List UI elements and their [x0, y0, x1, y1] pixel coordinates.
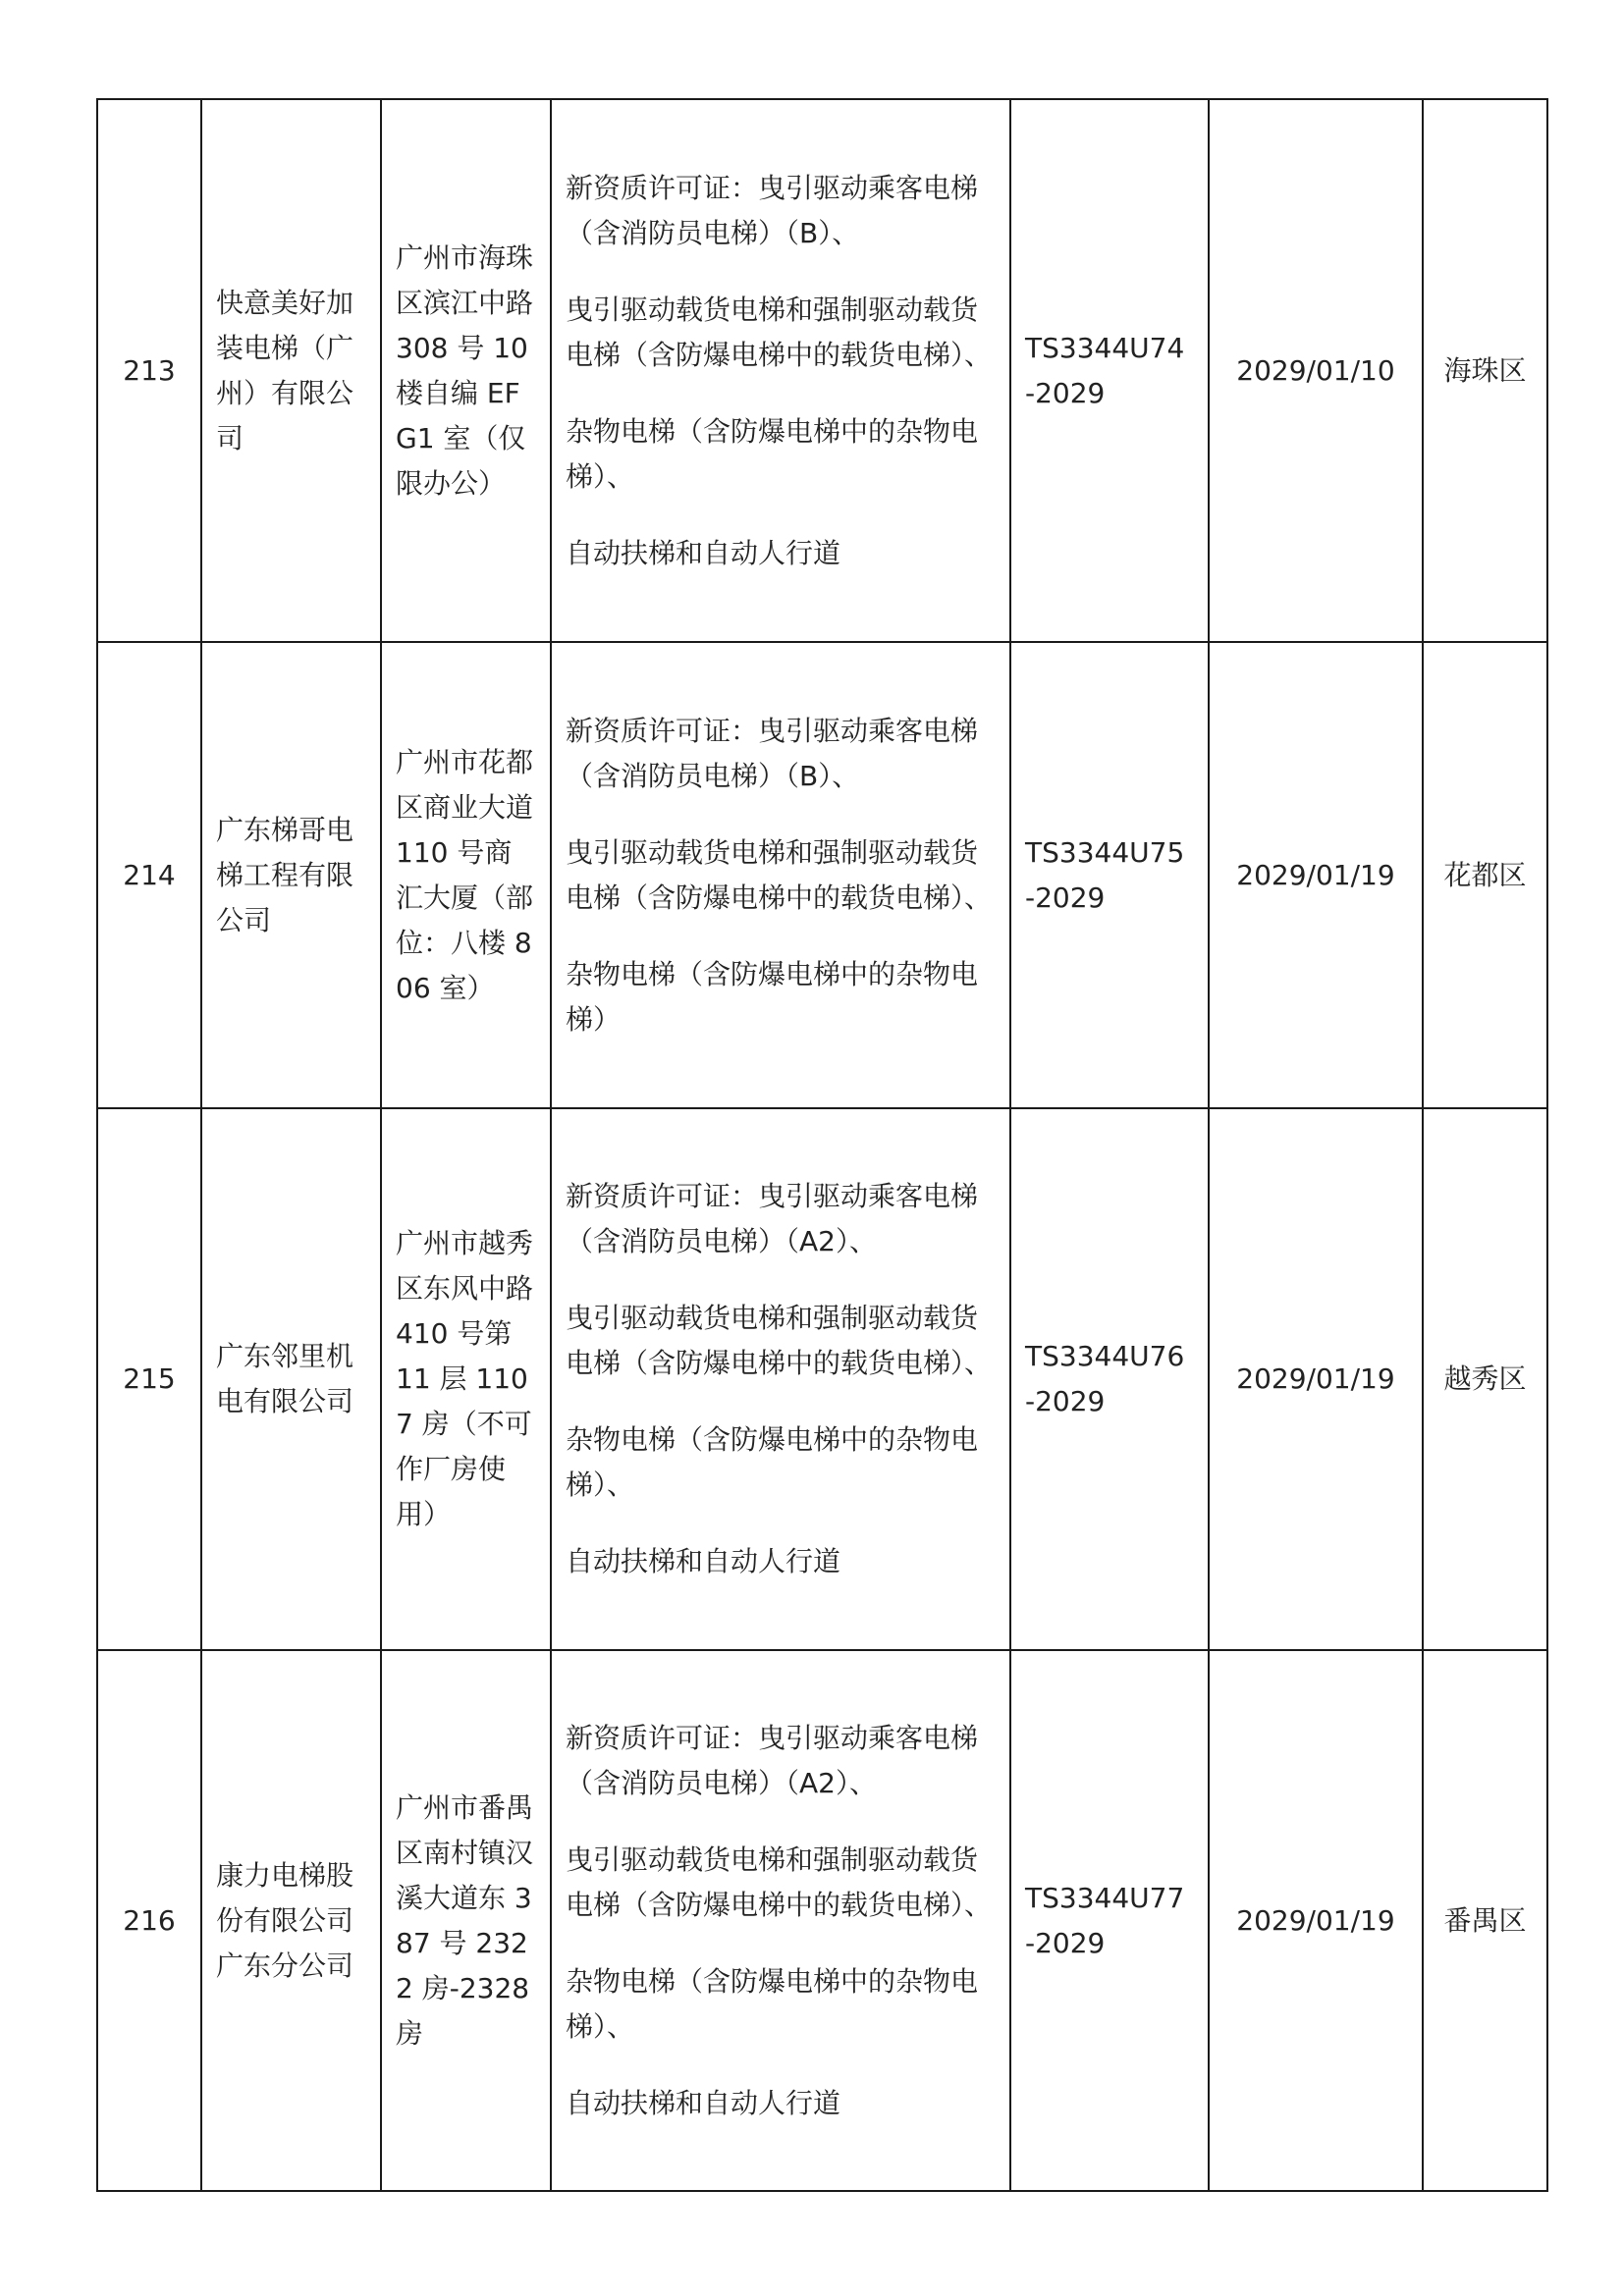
expiry-date: 2029/01/10 — [1209, 99, 1423, 642]
license-code: TS3344U76-2029 — [1010, 1108, 1209, 1650]
scope-item: 自动扶梯和自动人行道 — [566, 536, 841, 569]
district: 海珠区 — [1423, 99, 1547, 642]
row-number: 214 — [97, 642, 201, 1108]
company-name: 广东梯哥电梯工程有限公司 — [201, 642, 381, 1108]
license-code: TS3344U75-2029 — [1010, 642, 1209, 1108]
scope-item: 新资质许可证：曳引驱动乘客电梯（含消防员电梯）（A2）、 — [566, 1180, 979, 1257]
expiry-date: 2029/01/19 — [1209, 1108, 1423, 1650]
scope-item: 杂物电梯（含防爆电梯中的杂物电梯）、 — [566, 414, 979, 493]
license-scope — [551, 99, 1010, 642]
scope-item: 自动扶梯和自动人行道 — [566, 1545, 841, 1577]
company-address: 广州市海珠区滨江中路 308 号 10 楼自编 EFG1 室（仅限办公） — [381, 99, 551, 642]
scope-item: 杂物电梯（含防爆电梯中的杂物电梯）、 — [566, 1423, 979, 1501]
table-row — [97, 1650, 1547, 2191]
scope-item: 曳引驱动载货电梯和强制驱动载货电梯（含防爆电梯中的载货电梯）、 — [566, 835, 993, 914]
license-code: TS3344U74-2029 — [1010, 99, 1209, 642]
company-name: 广东邻里机电有限公司 — [201, 1108, 381, 1650]
row-number: 213 — [97, 99, 201, 642]
company-name: 康力电梯股份有限公司广东分公司 — [201, 1650, 381, 2191]
district: 番禺区 — [1423, 1650, 1547, 2191]
license-table — [96, 98, 1548, 2192]
company-name: 快意美好加装电梯（广州）有限公司 — [201, 99, 381, 642]
license-scope — [551, 642, 1010, 1108]
table-row — [97, 1108, 1547, 1650]
district: 花都区 — [1423, 642, 1547, 1108]
scope-item: 新资质许可证：曳引驱动乘客电梯（含消防员电梯）（B）、 — [566, 171, 979, 249]
scope-item: 自动扶梯和自动人行道 — [566, 2086, 841, 2119]
table-row — [97, 642, 1547, 1108]
expiry-date: 2029/01/19 — [1209, 1650, 1423, 2191]
scope-item: 新资质许可证：曳引驱动乘客电梯（含消防员电梯）（B）、 — [566, 714, 979, 792]
license-scope — [551, 1650, 1010, 2191]
license-code: TS3344U77-2029 — [1010, 1650, 1209, 2191]
scope-item: 曳引驱动载货电梯和强制驱动载货电梯（含防爆电梯中的载货电梯）、 — [566, 1842, 993, 1921]
company-address: 广州市花都区商业大道 110 号商汇大厦（部位：八楼 806 室） — [381, 642, 551, 1108]
scope-item: 杂物电梯（含防爆电梯中的杂物电梯）、 — [566, 1964, 979, 2043]
scope-item: 杂物电梯（含防爆电梯中的杂物电梯） — [566, 957, 979, 1036]
scope-item: 曳引驱动载货电梯和强制驱动载货电梯（含防爆电梯中的载货电梯）、 — [566, 1302, 993, 1379]
district: 越秀区 — [1423, 1108, 1547, 1650]
company-address: 广州市番禺区南村镇汉溪大道东 387 号 2322 房-2328 房 — [381, 1650, 551, 2191]
scope-item: 新资质许可证：曳引驱动乘客电梯（含消防员电梯）（A2）、 — [566, 1721, 979, 1799]
row-number: 215 — [97, 1108, 201, 1650]
company-address: 广州市越秀区东风中路 410 号第 11 层 1107 房（不可作厂房使用） — [381, 1108, 551, 1650]
table-row — [97, 99, 1547, 642]
row-number: 216 — [97, 1650, 201, 2191]
scope-item: 曳引驱动载货电梯和强制驱动载货电梯（含防爆电梯中的载货电梯）、 — [566, 293, 993, 371]
expiry-date: 2029/01/19 — [1209, 642, 1423, 1108]
license-scope — [551, 1108, 1010, 1650]
